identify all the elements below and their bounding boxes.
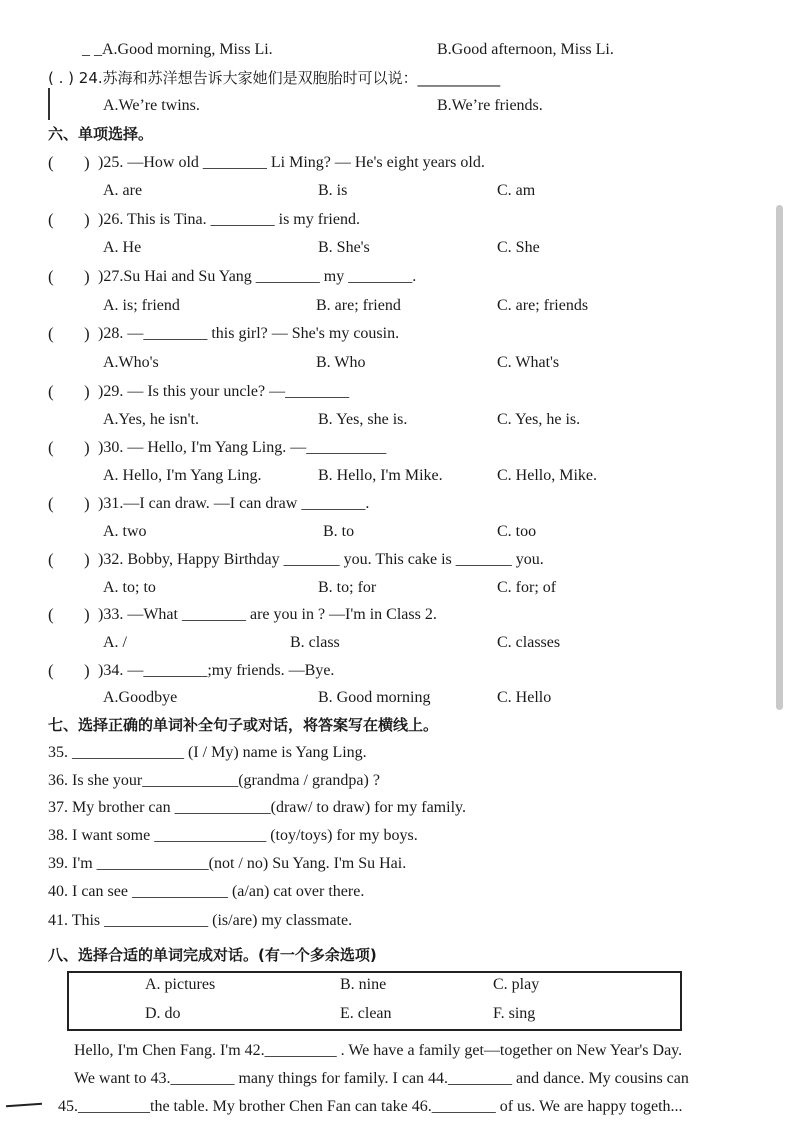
text-line: 40. I can see ____________ (a/an) cat over there. [48,883,365,900]
text-line: B. Who [316,354,366,371]
text-line: C. are; friends [497,297,589,314]
text-line: Hello, I'm Chen Fang. I'm 42._________ . We have a family get—together on New Year's Day. [74,1042,683,1059]
text-line: C. play [493,976,540,993]
text-line: 39. I'm ______________(not / no) Su Yang. I'm Su Hai. [48,855,407,872]
page-number-scribble [6,1103,42,1108]
text-line: A. He [103,239,142,256]
text-line: B. nine [340,976,387,993]
text-line: )27.Su Hai and Su Yang ________ my ________. [98,268,417,285]
answer-paren-open: ( [48,382,54,401]
text-line: B. She's [318,239,370,256]
answer-paren-close: ) [84,661,90,680]
text-line: 38. I want some ______________ (toy/toys) for my boys. [48,827,418,844]
text-line: C. for; of [497,579,557,596]
text-line: _ _A.Good morning, Miss Li. [82,41,273,58]
text-line: C. Yes, he is. [497,411,581,428]
text-line: F. sing [493,1005,536,1022]
answer-paren-open: ( [48,550,54,569]
text-line: A. is; friend [103,297,180,314]
text-line: 36. Is she your____________(grandma / grandpa) ? [48,772,380,789]
text-line: C. Hello [497,689,552,706]
text-line: A.Who's [103,354,159,371]
text-line: D. do [145,1005,181,1022]
text-line: 六、单项选择。 [48,125,154,143]
text-line: )32. Bobby, Happy Birthday _______ you. This cake is _______ you. [98,551,544,568]
text-line: B. Hello, I'm Mike. [318,467,443,484]
answer-paren-close: ) [84,438,90,457]
answer-paren-close: ) [84,494,90,513]
text-line: B. are; friend [316,297,401,314]
answer-paren-close: ) [84,382,90,401]
answer-paren-open: ( [48,494,54,513]
text-line: 七、选择正确的单词补全句子或对话，将答案写在横线上。 [48,716,439,734]
text-line: A. are [103,182,143,199]
answer-paren-close: ) [84,153,90,172]
text-line: A. Hello, I'm Yang Ling. [103,467,262,484]
text-line: B. to [323,523,355,540]
text-line: )34. —________;my friends. —Bye. [98,662,335,679]
text-line: ( . ) 24.苏海和苏洋想告诉大家她们是双胞胎时可以说：___________ [48,69,501,87]
text-line: C. am [497,182,536,199]
text-line: )31.—I can draw. —I can draw ________. [98,495,370,512]
answer-paren-close: ) [84,324,90,343]
answer-paren-close: ) [84,267,90,286]
text-line: 37. My brother can ____________(draw/ to draw) for my family. [48,799,466,816]
text-line: C. classes [497,634,561,651]
text-line: A. pictures [145,976,216,993]
text-line: A. / [103,634,127,651]
text-line: B.Good afternoon, Miss Li. [437,41,614,58]
answer-paren-open: ( [48,153,54,172]
text-line: 45._________the table. My brother Chen Fan can take 46.________ of us. We are happy togeth... [58,1098,683,1115]
scrollbar[interactable] [776,205,783,710]
text-line: B. to; for [318,579,377,596]
answer-paren-open: ( [48,438,54,457]
answer-paren-close: ) [84,550,90,569]
margin-mark [48,88,50,120]
text-line: )30. — Hello, I'm Yang Ling. —__________ [98,439,387,456]
text-line: C. She [497,239,540,256]
answer-paren-open: ( [48,661,54,680]
text-line: E. clean [340,1005,392,1022]
answer-paren-open: ( [48,605,54,624]
text-line: A. two [103,523,147,540]
text-line: )26. This is Tina. ________ is my friend. [98,211,360,228]
answer-paren-close: ) [84,605,90,624]
text-line: A. to; to [103,579,156,596]
text-line: B.We’re friends. [437,97,543,114]
text-line: 八、选择合适的单词完成对话。(有一个多余选项) [48,946,377,964]
text-line: B. Yes, she is. [318,411,408,428]
text-line: B. Good morning [318,689,431,706]
text-line: A.We’re twins. [103,97,200,114]
text-line: 41. This _____________ (is/are) my classmate. [48,912,353,929]
text-line: A.Yes, he isn't. [103,411,199,428]
answer-paren-close: ) [84,210,90,229]
text-line: )28. —________ this girl? — She's my cousin. [98,325,400,342]
text-line: )29. — Is this your uncle? —________ [98,383,350,400]
text-line: )25. —How old ________ Li Ming? — He's eight years old. [98,154,485,171]
answer-paren-open: ( [48,210,54,229]
text-line: B. is [318,182,348,199]
text-line: C. too [497,523,537,540]
text-line: C. Hello, Mike. [497,467,597,484]
text-line: )33. —What ________ are you in ? —I'm in Class 2. [98,606,437,623]
text-line: C. What's [497,354,560,371]
text-line: 35. ______________ (I / My) name is Yang Ling. [48,744,367,761]
text-line: B. class [290,634,340,651]
answer-paren-open: ( [48,324,54,343]
text-line: A.Goodbye [103,689,178,706]
text-line: We want to 43.________ many things for family. I can 44.________ and dance. My cousins can [74,1070,689,1087]
answer-paren-open: ( [48,267,54,286]
